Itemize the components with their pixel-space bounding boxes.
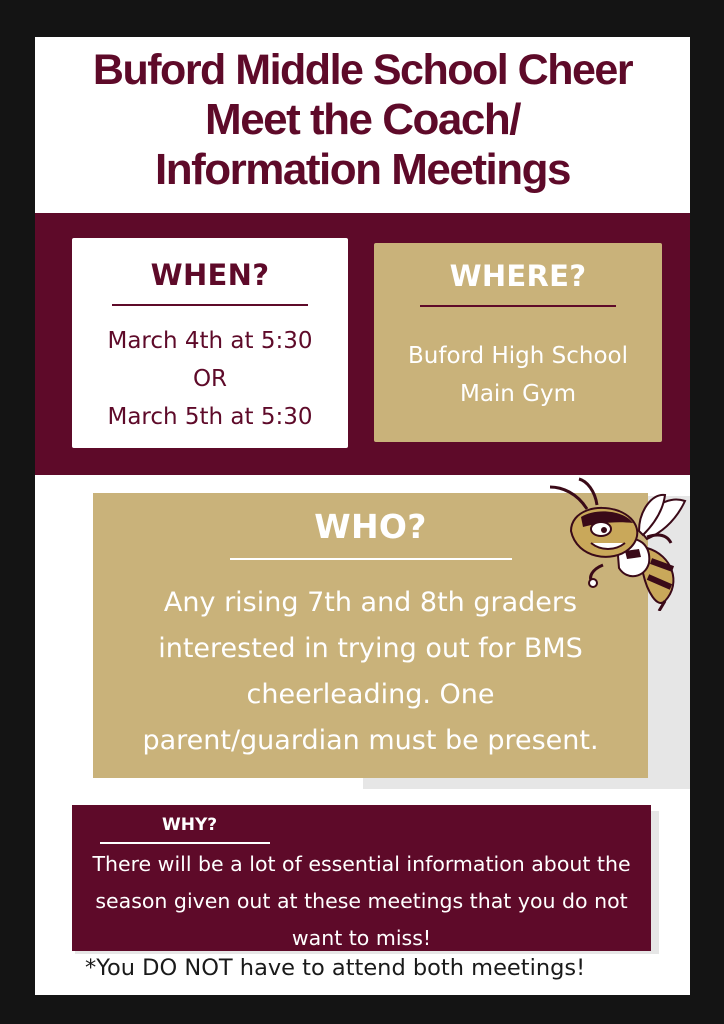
who-line: parent/guardian must be present. bbox=[142, 725, 599, 756]
flyer-title bbox=[35, 45, 690, 195]
where-line: Main Gym bbox=[459, 381, 577, 407]
where-line: Buford High School bbox=[407, 343, 629, 369]
where-details bbox=[374, 337, 662, 413]
when-heading: WHEN? bbox=[150, 258, 270, 292]
why-divider bbox=[100, 842, 270, 844]
when-card bbox=[72, 238, 348, 448]
flyer-page bbox=[35, 37, 690, 995]
why-details bbox=[72, 846, 651, 957]
who-heading: WHO? bbox=[314, 507, 427, 546]
where-divider bbox=[420, 305, 616, 307]
when-line: OR bbox=[192, 366, 228, 392]
who-line: Any rising 7th and 8th graders bbox=[163, 587, 578, 618]
when-line: March 5th at 5:30 bbox=[107, 404, 313, 430]
why-heading: WHY? bbox=[162, 815, 218, 835]
title-line-1: Buford Middle School Cheer bbox=[92, 46, 633, 94]
when-details bbox=[72, 322, 348, 436]
where-card bbox=[374, 243, 662, 442]
yellow-jacket-mascot-icon bbox=[547, 473, 689, 611]
when-line: March 4th at 5:30 bbox=[107, 328, 313, 354]
when-divider bbox=[112, 304, 308, 306]
title-line-3: Information Meetings bbox=[155, 145, 570, 194]
title-line-2: Meet the Coach/ bbox=[205, 95, 520, 144]
why-line: There will be a lot of essential information about the bbox=[92, 852, 631, 876]
who-line: interested in trying out for BMS bbox=[158, 633, 583, 664]
why-line: want to miss! bbox=[291, 926, 432, 950]
who-line: cheerleading. One bbox=[246, 679, 495, 710]
where-heading: WHERE? bbox=[449, 259, 587, 293]
why-line: season given out at these meetings that you do not bbox=[95, 889, 628, 913]
attendance-footnote: *You DO NOT have to attend both meetings! bbox=[85, 955, 586, 981]
who-divider bbox=[230, 558, 512, 560]
why-card bbox=[72, 805, 651, 951]
